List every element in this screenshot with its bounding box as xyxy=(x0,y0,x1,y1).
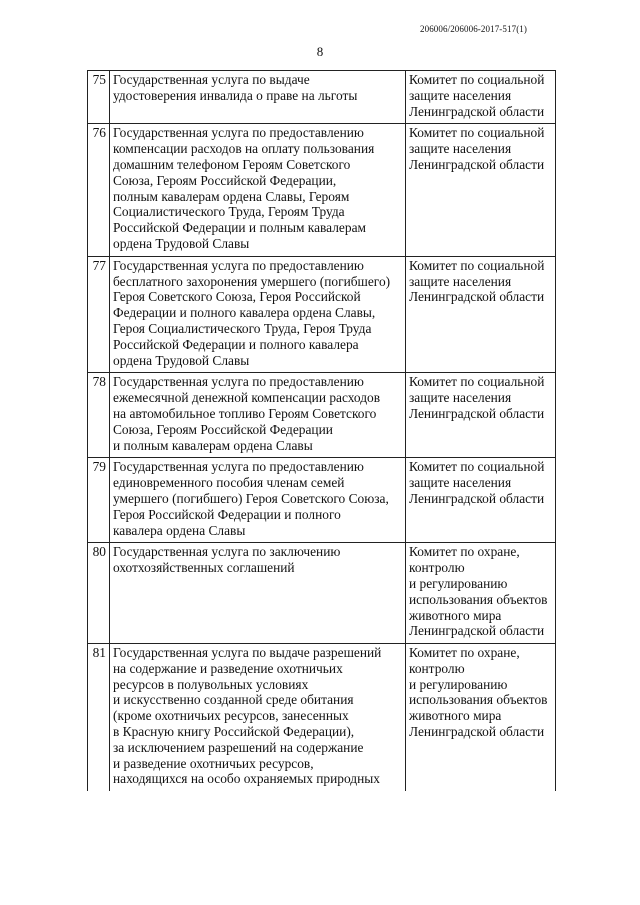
service-name-line: кавалера ордена Славы xyxy=(113,522,246,538)
service-name-cell xyxy=(110,256,406,373)
service-name-line: и разведение охотничьих ресурсов, xyxy=(113,755,314,771)
service-name-line: (кроме охотничьих ресурсов, занесенных xyxy=(113,708,349,724)
responsible-body-line: Комитет по охране, xyxy=(409,645,520,661)
responsible-body-line: Комитет по социальной xyxy=(409,257,545,273)
service-name-line: ордена Трудовой Славы xyxy=(113,352,250,368)
service-name-line: ресурсов в полувольных условиях xyxy=(113,676,309,692)
services-table-body xyxy=(88,71,556,792)
service-name-line: Государственная услуга по выдаче xyxy=(113,72,310,87)
responsible-body-line: Комитет по социальной xyxy=(409,72,545,87)
service-name-line: Российской Федерации и полного кавалера xyxy=(113,336,359,352)
row-number: 76 xyxy=(88,124,110,256)
service-name-line: Героя Российской Федерации и полного xyxy=(113,506,341,522)
service-name-line: Государственная услуга по выдаче разрешений xyxy=(113,645,382,661)
responsible-body-line: Комитет по социальной xyxy=(409,125,545,141)
service-name-line: ордена Трудовой Славы xyxy=(113,235,250,251)
table-row xyxy=(88,644,556,792)
service-name-line: Государственная услуга по предоставлению xyxy=(113,257,364,273)
responsible-body-line: Комитет по социальной xyxy=(409,459,545,475)
responsible-body-line: животного мира xyxy=(409,708,502,724)
responsible-body-line: Ленинградской области xyxy=(409,405,545,421)
service-name-cell xyxy=(110,124,406,256)
responsible-body-line: контролю xyxy=(409,660,465,676)
service-name-line: Союза, Героям Российской Федерации xyxy=(113,421,333,437)
service-name-line: компенсации расходов на оплату пользования xyxy=(113,141,375,157)
services-table xyxy=(87,70,556,791)
responsible-body-line: защите населения xyxy=(409,273,512,289)
responsible-body-line: защите населения xyxy=(409,390,512,406)
responsible-body-line: Ленинградской области xyxy=(409,289,545,305)
row-number: 79 xyxy=(88,458,110,543)
page-number: 8 xyxy=(316,44,324,59)
service-name-line: удостоверения инвалида о праве на льготы xyxy=(113,87,358,103)
service-name-line: за исключением разрешений на содержание xyxy=(113,739,364,755)
table-row xyxy=(88,124,556,256)
responsible-body-cell xyxy=(406,373,556,458)
service-name-line: охотхозяйственных соглашений xyxy=(113,560,295,576)
table-row xyxy=(88,256,556,373)
responsible-body-line: и регулированию xyxy=(409,676,508,692)
service-name-line: ежемесячной денежной компенсации расходов xyxy=(113,390,381,406)
row-number: 75 xyxy=(88,71,110,124)
responsible-body-line: защите населения xyxy=(409,141,512,157)
service-name-cell xyxy=(110,71,406,124)
responsible-body-line: животного мира xyxy=(409,607,502,623)
service-name-cell xyxy=(110,458,406,543)
service-name-line: Государственная услуга по заключению xyxy=(113,544,341,560)
responsible-body-line: и регулированию xyxy=(409,575,508,591)
service-name-line: Героя Советского Союза, Героя Российской xyxy=(113,289,361,305)
service-name-line: единовременного пособия членам семей xyxy=(113,475,345,491)
responsible-body-cell xyxy=(406,256,556,373)
service-name-line: Российской Федерации и полным кавалерам xyxy=(113,220,366,236)
service-name-line: в Красную книгу Российской Федерации), xyxy=(113,724,355,740)
service-name-line: и полным кавалерам ордена Славы xyxy=(113,437,313,453)
service-name-line: бесплатного захоронения умершего (погибшего) xyxy=(113,273,391,289)
responsible-body-cell xyxy=(406,644,556,792)
responsible-body-line: использования объектов xyxy=(409,591,548,607)
service-name-line: полным кавалерам ордена Славы, Героям xyxy=(113,188,350,204)
responsible-body-cell xyxy=(406,458,556,543)
service-name-line: и искусственно созданной среде обитания xyxy=(113,692,354,708)
responsible-body-line: Комитет по социальной xyxy=(409,374,545,390)
row-number: 77 xyxy=(88,256,110,373)
responsible-body-line: защите населения xyxy=(409,87,512,103)
service-name-line: находящихся на особо охраняемых природных xyxy=(113,771,380,787)
service-name-cell xyxy=(110,543,406,644)
service-name-line: на содержание и разведение охотничьих xyxy=(113,660,343,676)
responsible-body-line: контролю xyxy=(409,560,465,576)
table-row xyxy=(88,71,556,124)
responsible-body-line: Ленинградской области xyxy=(409,103,545,119)
responsible-body-cell xyxy=(406,543,556,644)
service-name-line: домашним телефоном Героям Советского xyxy=(113,156,351,172)
row-number: 80 xyxy=(88,543,110,644)
responsible-body-line: Ленинградской области xyxy=(409,724,545,740)
service-name-line: умершего (погибшего) Героя Советского Союза, xyxy=(113,490,389,506)
service-name-line: Государственная услуга по предоставлению xyxy=(113,125,364,141)
responsible-body-line: защите населения xyxy=(409,475,512,491)
responsible-body-line: Ленинградской области xyxy=(409,156,545,172)
responsible-body-line: Комитет по охране, xyxy=(409,544,520,560)
responsible-body-cell xyxy=(406,124,556,256)
service-name-line: Союза, Героям Российской Федерации, xyxy=(113,172,337,188)
service-name-line: Социалистического Труда, Героям Труда xyxy=(113,204,345,220)
service-name-line: Государственная услуга по предоставлению xyxy=(113,374,364,390)
responsible-body-line: Ленинградской области xyxy=(409,623,545,639)
service-name-line: Федерации и полного кавалера ордена Славы, xyxy=(113,305,376,321)
service-name-line: Героя Социалистического Труда, Героя Труда xyxy=(113,320,372,336)
table-row xyxy=(88,543,556,644)
service-name-line: Государственная услуга по предоставлению xyxy=(113,459,364,475)
row-number: 78 xyxy=(88,373,110,458)
table-row xyxy=(88,458,556,543)
responsible-body-line: Ленинградской области xyxy=(409,490,545,506)
responsible-body-line: использования объектов xyxy=(409,692,548,708)
service-name-cell xyxy=(110,644,406,792)
row-number: 81 xyxy=(88,644,110,792)
service-name-line: на автомобильное топливо Героям Советского xyxy=(113,405,377,421)
document-code: 206006/206006-2017-517(1) xyxy=(420,24,527,34)
responsible-body-cell xyxy=(406,71,556,124)
service-name-cell xyxy=(110,373,406,458)
table-row xyxy=(88,373,556,458)
